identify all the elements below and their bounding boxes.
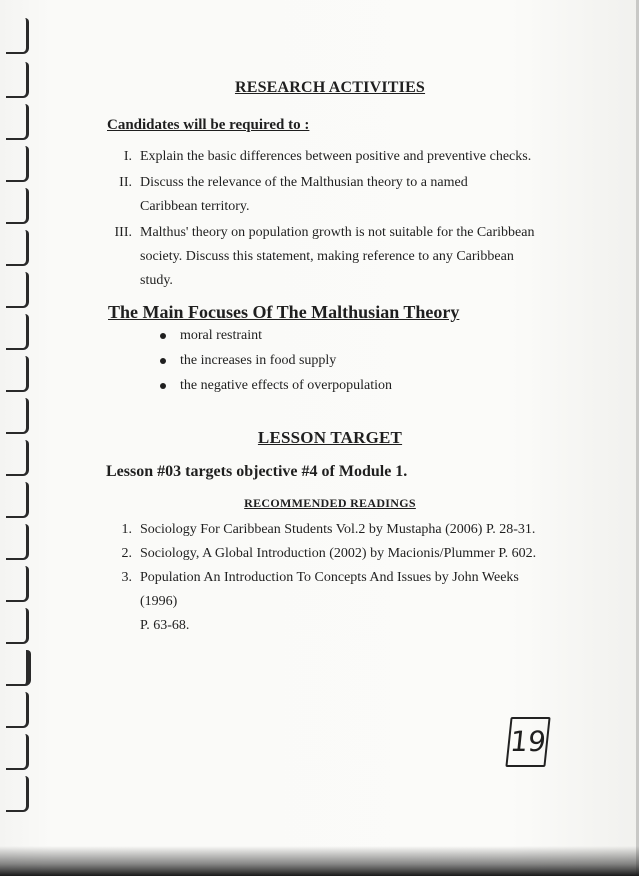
binding-ring [6,524,29,560]
item-number: 3. [121,570,132,585]
page-number-stamp: 19 [505,717,550,767]
list-item [100,145,550,169]
item-number: 2. [121,546,132,561]
bullet-icon [160,383,166,389]
binding-ring [6,398,29,434]
binding-ring [6,18,29,54]
binding-ring [6,608,29,644]
list-item [160,348,392,373]
item-text: Population An Introduction To Concepts And Issues by John Weeks (1996) [140,570,519,609]
bullet-text: the increases in food supply [180,352,337,368]
binding-ring [6,692,29,728]
list-item [100,542,550,566]
list-item [100,171,550,219]
lesson-objective-line: Lesson #03 targets objective #4 of Module 1. [106,463,408,480]
bullet-icon [160,358,166,364]
main-focuses-list [160,323,392,398]
binding-ring [6,776,29,812]
binding-ring [6,188,29,224]
item-number: II. [119,175,132,190]
item-number: I. [123,149,132,164]
list-item [160,373,392,398]
list-item [100,221,550,293]
binding-ring [6,104,29,140]
item-text: Malthus' theory on population growth is not suitable for the Caribbean society. Discuss this statement, making reference to any Caribbean study. [140,225,535,288]
binding-ring [6,566,29,602]
item-text: Sociology For Caribbean Students Vol.2 by Mustapha (2006) P. 28-31. [140,522,536,537]
candidates-intro: Candidates will be required to : [107,117,310,133]
item-text: P. 63-68. [140,618,190,633]
binding-ring [6,482,29,518]
bullet-text: the negative effects of overpopulation [180,377,392,393]
binding-ring [6,440,29,476]
item-text: Explain the basic differences between positive and preventive checks. [140,149,532,164]
research-activities-list [100,145,550,293]
recommended-readings-title: RECOMMENDED READINGS [244,496,416,510]
lesson-target-title: LESSON TARGET [257,428,403,447]
list-item [160,323,392,348]
list-item [100,614,550,638]
binding-ring [6,272,29,308]
main-focuses-title: The Main Focuses Of The Malthusian Theory [108,302,460,322]
binding-ring [6,734,29,770]
readings-list [100,518,550,638]
list-item [100,518,550,542]
binding-ring [6,146,29,182]
binding-ring [6,314,29,350]
binding-ring [6,650,31,686]
bullet-icon [160,333,166,339]
bullet-text: moral restraint [180,327,263,343]
binding-ring [6,62,29,98]
list-item [100,566,550,614]
binding-ring [6,356,29,392]
research-activities-title: RESEARCH ACTIVITIES [234,79,426,96]
item-text: Discuss the relevance of the Malthusian theory to a named Caribbean territory. [140,175,468,214]
item-number: III. [114,225,132,240]
item-number [100,614,140,638]
item-text: Sociology, A Global Introduction (2002) by Macionis/Plummer P. 602. [140,546,537,561]
page-shadow [0,846,639,876]
spiral-binding [0,0,40,876]
item-number: 1. [121,522,132,537]
binding-ring [6,230,29,266]
